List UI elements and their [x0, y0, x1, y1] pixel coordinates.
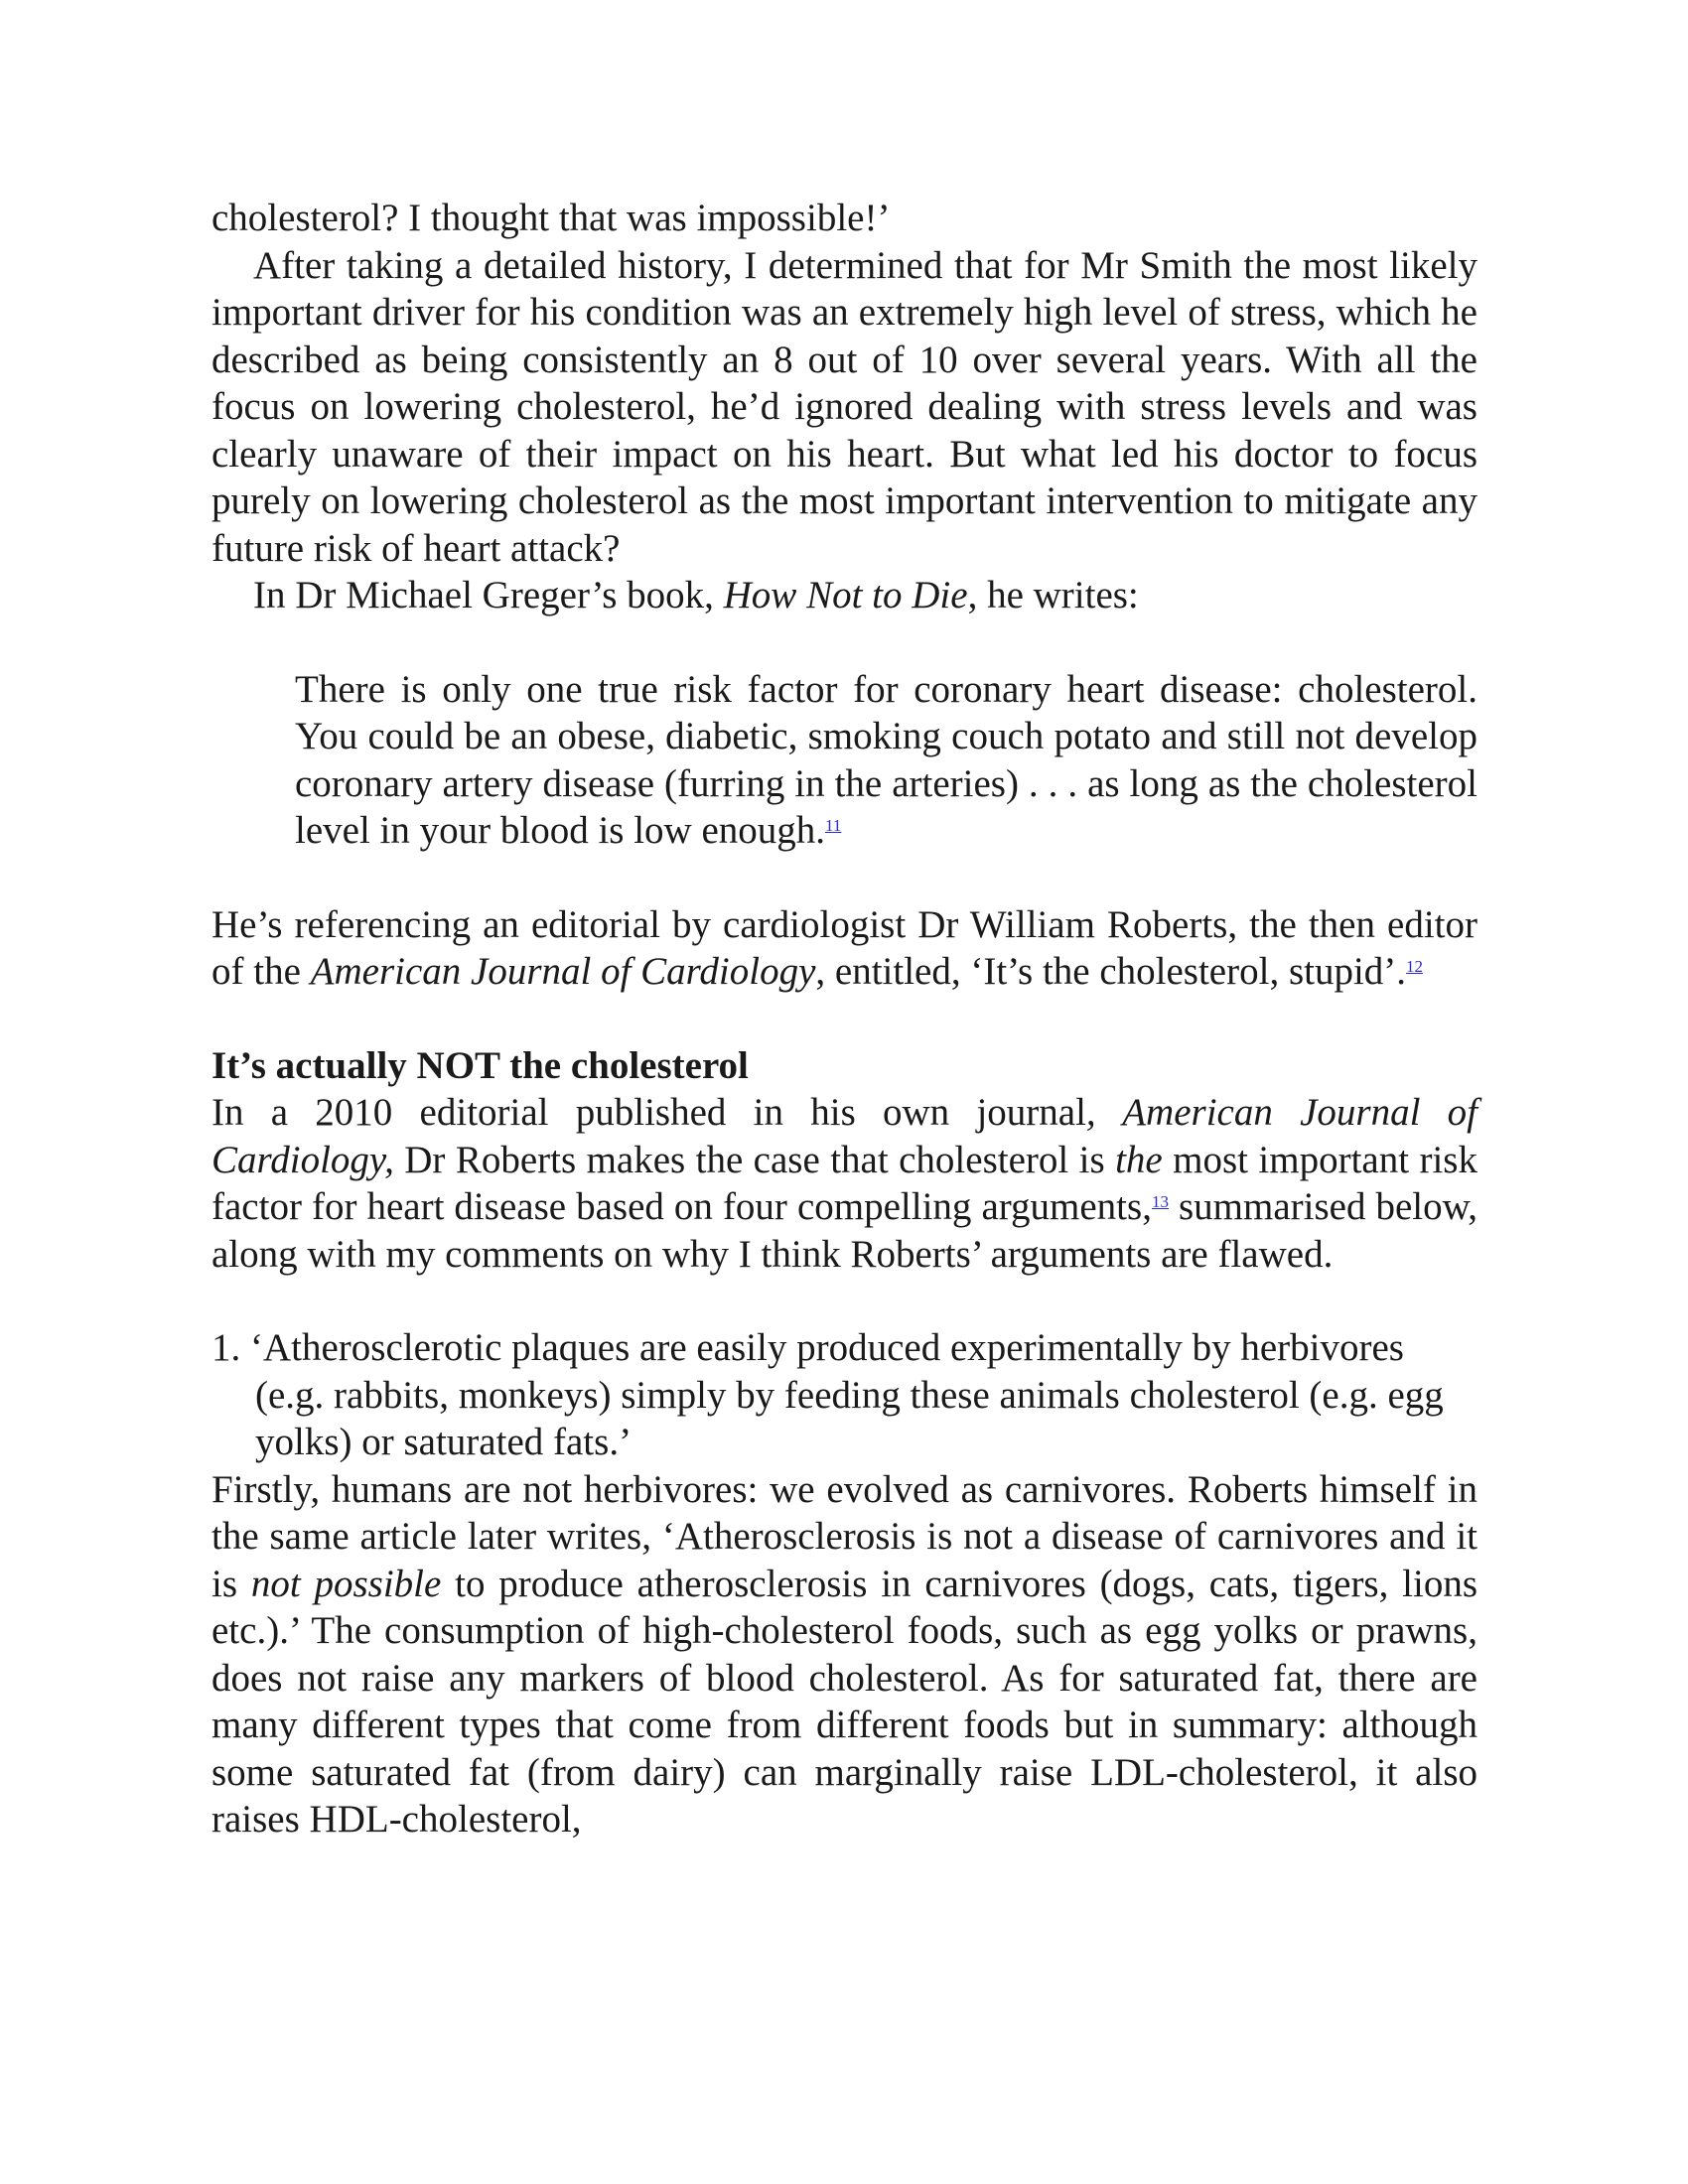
paragraph-4 [211, 901, 1477, 996]
paragraph-5-part3: most important risk factor for heart disease based on four compelling arguments, [211, 1138, 1477, 1228]
paragraph-2: After taking a detailed history, I determined that for Mr Smith the most likely important driver for his condition was an extremely high level of stress, which he described as being consistently an 8 out of 10 over several years. With all the focus on lowering cholesterol, he’d ignored dealing with stress levels and was clearly unaware of their impact on his heart. But what led his doctor to focus purely on lowering cholesterol as the most important intervention to mitigate any future risk of heart attack? [211, 243, 1477, 570]
emphasis-not-possible: not possible [250, 1562, 442, 1605]
journal-title-2: , American Journal of Cardiology, [211, 1091, 1478, 1181]
paragraph-6-part1: Firstly, humans are not herbivores: we evolved as carnivores. Roberts himself in the same article later writes, ‘Atherosclerosis is not a disease of carnivores and it is [211, 1467, 1477, 1605]
block-quote [295, 666, 1477, 855]
list-item-text: ‘Atherosclerotic plaques are easily produced experimentally by herbivores (e.g. rabbits, monkeys) simply by feeding these animals cholesterol (e.g. egg yolks) or saturated fats.’ [250, 1326, 1444, 1463]
footnote-link-13[interactable]: 13 [1151, 1192, 1169, 1211]
list-number: 1. [211, 1326, 241, 1369]
section-heading: It’s actually NOT the cholesterol [211, 1043, 749, 1087]
book-page [211, 195, 1477, 1843]
journal-title: American Journal of Cardiology [310, 950, 816, 993]
paragraph-6-part2: to produce atherosclerosis in carnivores (dogs, cats, tigers, lions etc.).’ The consumption of high-cholesterol foods, such as egg yolks or prawns, does not raise any markers of blood cholesterol. As for saturated fat, there are many different types that come from different foods but in summary: although some saturated fat (from dairy) can marginally raise LDL-cholesterol, it also raises HDL-cholesterol, [211, 1562, 1478, 1841]
paragraph-4-after: , entitled, ‘It’s the cholesterol, stupid’. [815, 950, 1407, 993]
quote-text: There is only one true risk factor for coronary heart disease: cholesterol. You could be an obese, diabetic, smoking couch potato and still not develop coronary artery disease (furring in the arteries) . . . as long as the cholesterol level in your blood is low enough. [295, 667, 1477, 852]
paragraph-3-before: In Dr Michael Greger’s book, [253, 574, 724, 616]
paragraph-5-part1: In a 2010 editorial published in his own journal [211, 1091, 1086, 1134]
footnote-link-11[interactable]: 11 [825, 816, 842, 835]
paragraph-5-part2: Dr Roberts makes the case that cholesterol is [393, 1138, 1116, 1181]
paragraph-3 [211, 572, 1477, 619]
paragraph-5-part4: summarised below, along with my comments on why I think Roberts’ arguments are flawed. [211, 1185, 1478, 1276]
paragraph-1: cholesterol? I thought that was impossible!’ [211, 197, 891, 239]
book-title: How Not to Die [723, 574, 968, 616]
paragraph-5 [211, 1089, 1477, 1278]
list-item-1 [211, 1324, 1477, 1466]
footnote-link-12[interactable]: 12 [1406, 957, 1424, 976]
paragraph-3-after: , he writes: [967, 574, 1139, 616]
emphasis-the: the [1115, 1138, 1163, 1181]
paragraph-4-before: He’s referencing an editorial by cardiologist Dr William Roberts, the then editor of the [211, 902, 1477, 993]
paragraph-6 [211, 1466, 1477, 1843]
